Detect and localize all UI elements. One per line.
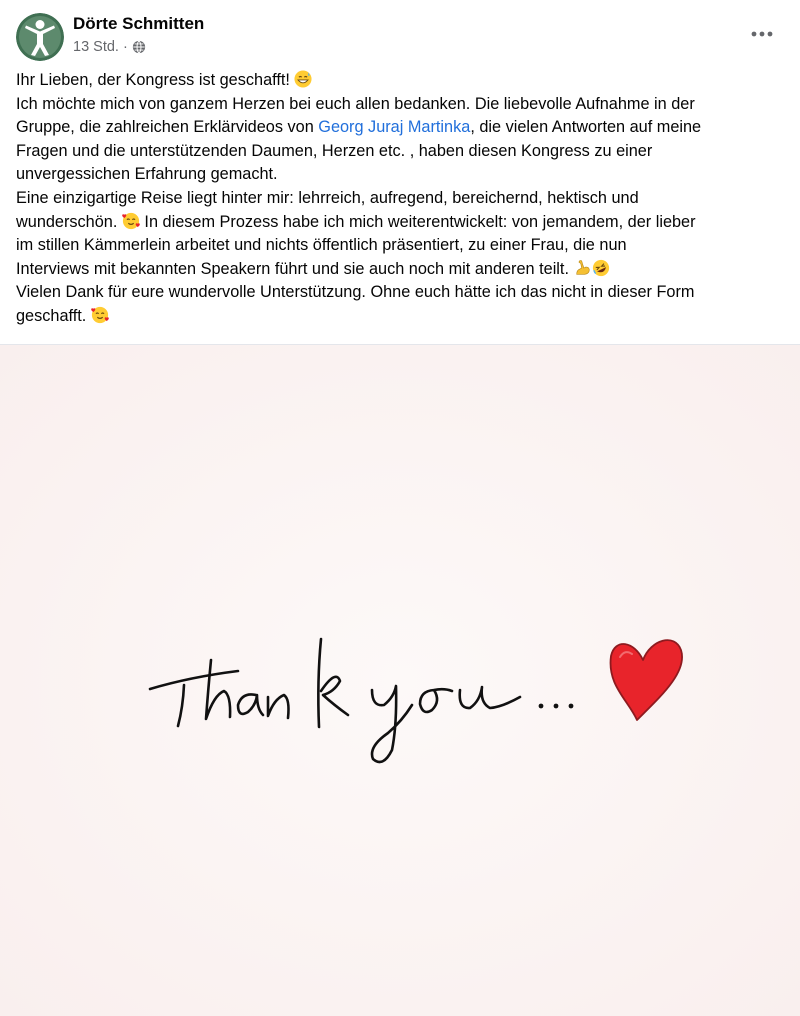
more-options-button[interactable] [744, 20, 780, 48]
post-text-line: geschafft. [16, 305, 788, 329]
meta-separator: · [122, 39, 128, 55]
smiling-face-with-hearts-emoji [91, 306, 109, 324]
post-text-line: Gruppe, die zahlreichen Erklärvideos von Georg Juraj Martinka, die vielen Antworten auf meine [16, 118, 702, 137]
flexed-biceps-emoji [574, 259, 592, 277]
post-text-line: Ihr Lieben, der Kongress ist geschafft! [16, 69, 788, 93]
globe-icon [132, 40, 146, 54]
post-timestamp[interactable]: 13 Std. [73, 39, 119, 55]
rolling-on-floor-laughing-emoji [592, 259, 610, 277]
post-text-line: im stillen Kämmerlein arbeitet und nichts öffentlich präsentiert, zu einer Frau, die nun [16, 236, 627, 255]
post-text-line: Fragen und die unterstützenden Daumen, Herzen etc. , haben diesen Kongress zu einer [16, 141, 653, 160]
smiling-face-with-hearts-emoji [122, 212, 140, 230]
post-text-line: Vielen Dank für eure wundervolle Unterstützung. Ohne euch hätte ich das nicht in dieser Form [16, 283, 695, 302]
post-text-line: wunderschön. In diesem Prozess habe ich mich weiterentwickelt: von jemandem, der lieber [16, 212, 696, 231]
grinning-sweat-emoji [294, 70, 312, 88]
post-image[interactable] [0, 345, 800, 1016]
post-text-line: Ich möchte mich von ganzem Herzen bei euch allen bedanken. Die liebevolle Aufnahme in der [16, 94, 695, 113]
post-text-line: Interviews mit bekannten Speakern führt und sie auch noch mit anderen teilt. [16, 258, 788, 282]
author-avatar[interactable] [16, 13, 64, 61]
more-options-icon [751, 31, 773, 37]
mention-link[interactable]: Georg Juraj Martinka [318, 118, 471, 137]
post-text-line: unvergessichen Erfahrung gemacht. [16, 165, 278, 184]
post-meta [73, 39, 146, 55]
author-name[interactable]: Dörte Schmitten [73, 14, 205, 33]
post-text-line: Eine einzigartige Reise liegt hinter mir: lehrreich, aufregend, bereichernd, hektisch und [16, 188, 639, 207]
post-body-text [16, 69, 788, 329]
post-header [0, 0, 800, 70]
